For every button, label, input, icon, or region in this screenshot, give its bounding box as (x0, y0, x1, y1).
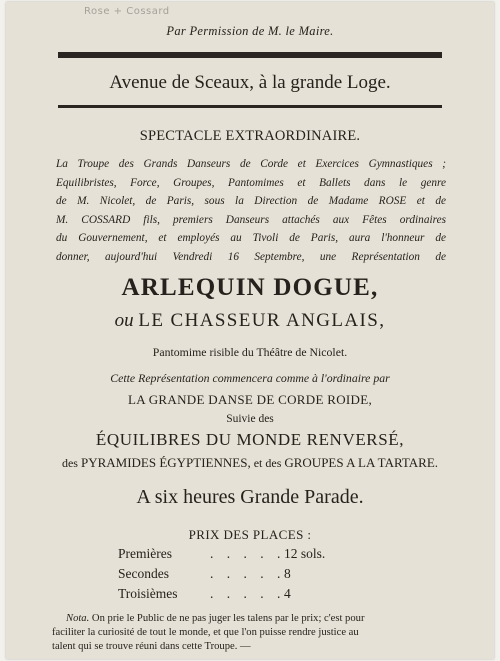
intro-line: donner, aujourd'hui Vendredi 16 Septembre, une Représentation de (56, 250, 446, 263)
act-corde-roide: LA GRANDE DANSE DE CORDE ROIDE, (127, 392, 373, 407)
intro-paragraph (56, 155, 446, 267)
nota-line (52, 612, 452, 626)
price-label: Premières (118, 546, 172, 561)
price-row (118, 566, 338, 586)
intro-line: du Gouvernement, et employés au Tivoli de Paris, aura l'honneur de (56, 232, 446, 245)
price-row (118, 586, 338, 606)
commence-line: Cette Représentation commencera comme à l'ordinaire par (110, 371, 390, 385)
price-row (118, 546, 338, 566)
act-groupes: GROUPES A LA TARTARE. (284, 455, 439, 470)
followed-by: Suivie des (226, 413, 274, 425)
price-label: Secondes (118, 566, 169, 581)
price-dots: . . . . . (210, 566, 286, 581)
parade-line: A six heures Grande Parade. (136, 486, 364, 508)
act3-et-des: et des (253, 456, 282, 470)
act-pyramides: PYRAMIDES ÉGYPTIENNES, (80, 455, 251, 470)
nota-text: On prie le Public de ne pas juger les talens par le prix; c'est pour (91, 613, 365, 624)
nota-line: talent qui se trouve réuni dans cette Troupe. — (52, 641, 251, 652)
act-equilibres: ÉQUILIBRES DU MONDE RENVERSÉ, (95, 430, 405, 449)
nota-line: faciliter la curiosité de tout le monde, et que l'on puisse rendre justice au (52, 627, 359, 638)
play-title: ARLEQUIN DOGUE, (121, 274, 379, 301)
play-subtitle-name: LE CHASSEUR ANGLAIS, (138, 310, 386, 331)
pencil-annotation: Rose + Cossard (84, 6, 170, 17)
price-dots: . . . . . (210, 546, 286, 561)
price-value: 12 sols. (284, 546, 326, 561)
price-list (118, 546, 338, 606)
play-subtitle (6, 310, 494, 332)
permission-line: Par Permission de M. le Maire. (166, 24, 334, 38)
nota-paragraph (52, 612, 452, 654)
intro-line: La Troupe des Grands Danseurs de Corde et Exercices Gymnastiques ; (56, 158, 446, 170)
price-label: Troisièmes (118, 586, 178, 601)
price-dots: . . . . . (210, 586, 286, 601)
prices-title: PRIX DES PLACES : (188, 527, 312, 542)
nota-label: Nota. (66, 613, 90, 624)
venue-rule (58, 105, 442, 108)
intro-line: de M. Nicolet, de Paris, sous la Direction de Madame ROSE et de (56, 195, 446, 208)
act-pyramides-line (6, 455, 494, 471)
top-rule (58, 52, 442, 58)
play-subtitle-ou: ou (114, 310, 134, 331)
venue-line: Avenue de Sceaux, à la grande Loge. (109, 72, 391, 93)
intro-line: Equilibristes, Force, Groupes, Pantomimes et Ballets dans le genre (56, 176, 446, 189)
price-value: 4 (284, 586, 291, 601)
playbill-sheet (6, 2, 494, 659)
spectacle-heading: SPECTACLE EXTRAORDINAIRE. (139, 128, 361, 144)
play-genre: Pantomime risible du Théâtre de Nicolet. (152, 345, 348, 359)
act3-des: des (61, 456, 78, 470)
intro-line: M. COSSARD fils, premiers Danseurs attachés aux Fêtes ordinaires (56, 213, 446, 226)
price-value: 8 (284, 566, 291, 581)
